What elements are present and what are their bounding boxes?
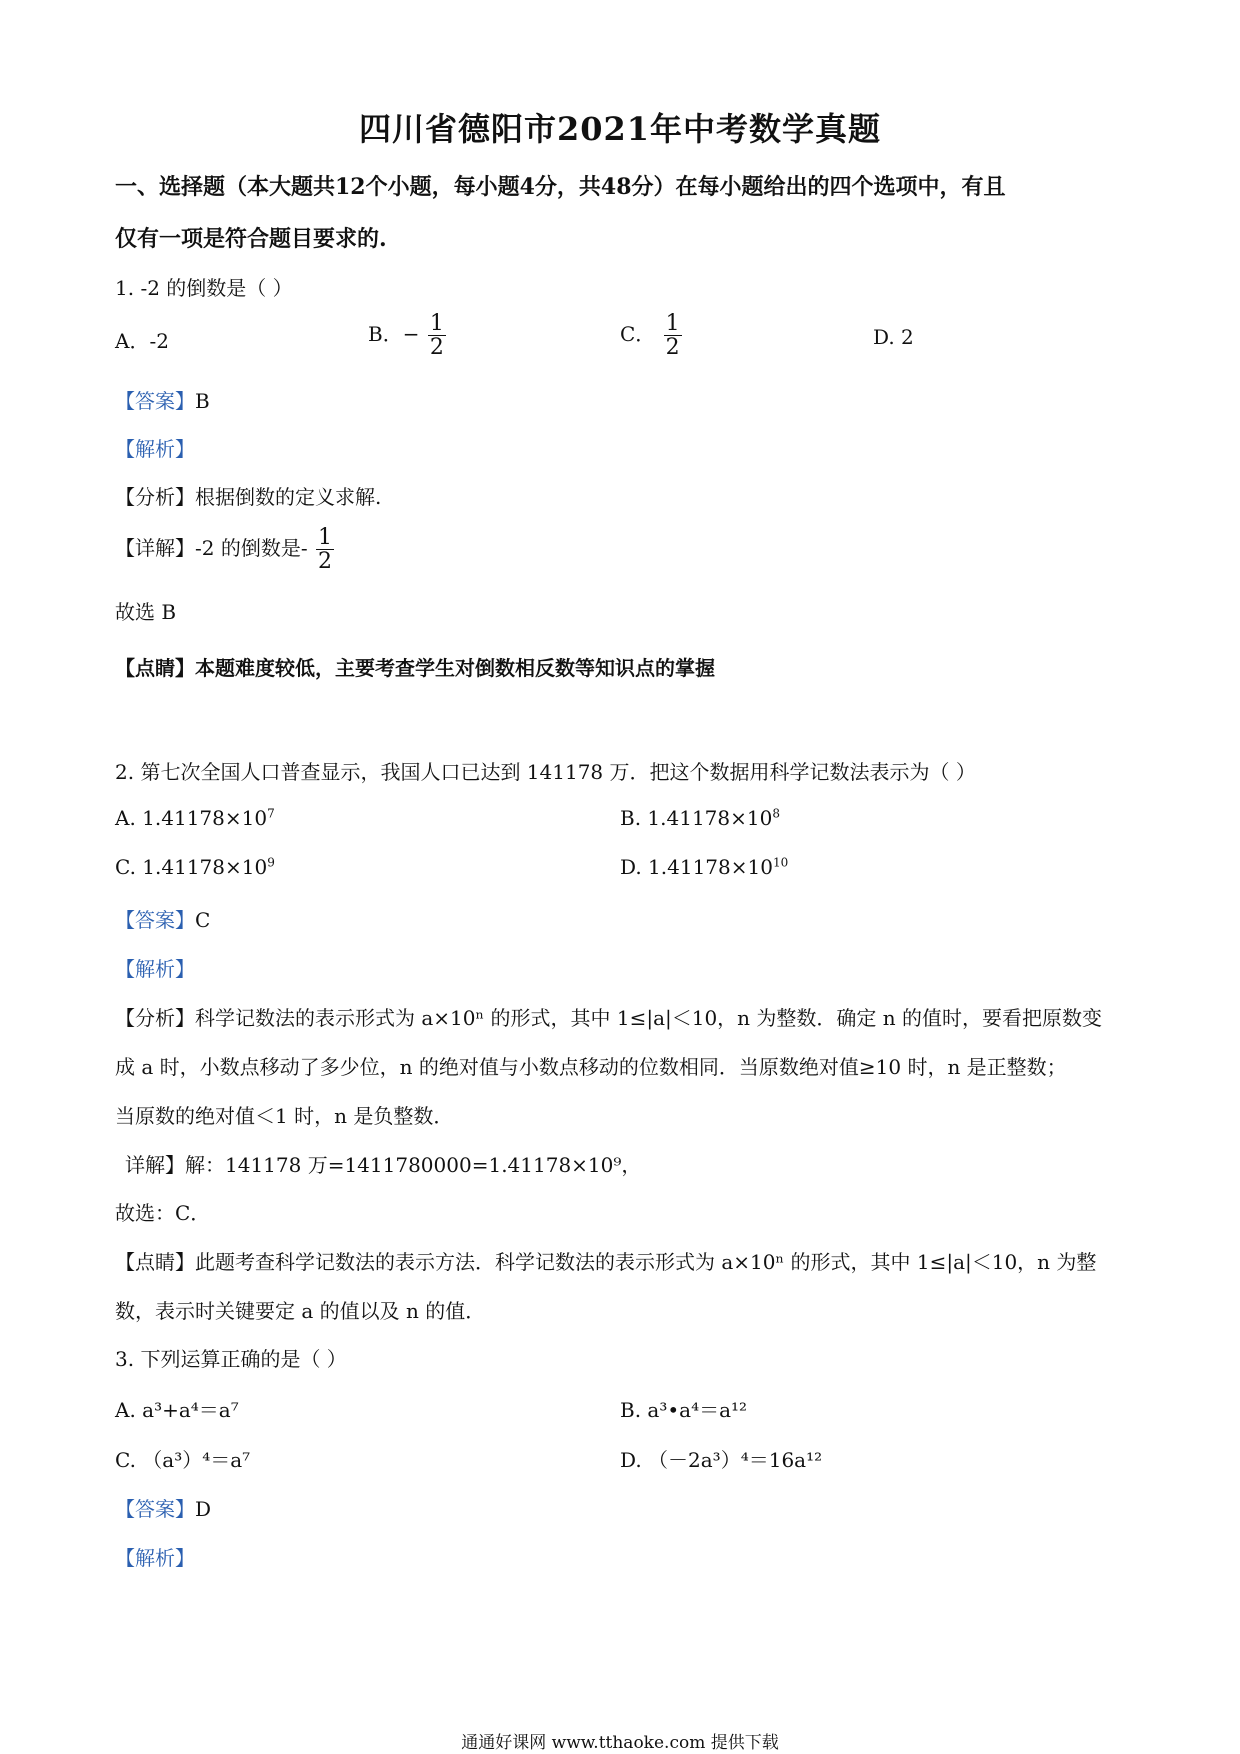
q2-dianjing-line1: 【点睛】此题考查科学记数法的表示方法．科学记数法的表示形式为 a×10ⁿ 的形式，其中 1≤|a|＜10，n 为整 [115, 1250, 1097, 1274]
q1-answer: 【答案】B [115, 389, 210, 413]
q1-detail: 【详解】-2 的倒数是- $\frac{1}{2}$ [115, 525, 332, 575]
q2-option-a: A. $1.41178\times 10^7$ [115, 806, 275, 830]
fraction: $\frac{1}{2}$ [665, 311, 680, 361]
q1-analysis-label: 【解析】 [115, 437, 195, 461]
q1-option-c: C． $\frac{1}{2}$ [620, 311, 680, 361]
q2-answer: 【答案】C [115, 908, 211, 932]
q1-dianjing: 【点睛】本题难度较低，主要考查学生对倒数相反数等知识点的掌握 [115, 656, 715, 680]
q2-detail: 详解】解：141178 万=1411780000=1.41178×10⁹， [125, 1153, 642, 1177]
q1-choose: 故选 B [115, 600, 177, 624]
q2-fenxi-line1: 【分析】科学记数法的表示形式为 a×10ⁿ 的形式，其中 1≤|a|＜10，n 为整数．确定 n 的值时，要看把原数变 [115, 1006, 1103, 1030]
q3-stem: 3. 下列运算正确的是（ ） [115, 1347, 347, 1371]
q1-fenxi: 【分析】根据倒数的定义求解. [115, 485, 382, 509]
q3-option-a: A. a³+a⁴＝a⁷ [115, 1398, 239, 1422]
q2-option-d: D. $1.41178\times 10^{10}$ [620, 855, 789, 879]
q1-stem: 1. -2 的倒数是（ ） [115, 276, 293, 300]
q3-option-d: D. （－2a³）⁴＝16a¹² [620, 1448, 823, 1472]
q2-stem: 2. 第七次全国人口普查显示，我国人口已达到 141178 万．把这个数据用科学记数法表示为（ ） [115, 760, 976, 784]
fraction: $\frac{1}{2}$ [317, 525, 332, 575]
q3-option-b: B. a³•a⁴＝a¹² [620, 1398, 748, 1422]
q1-option-d: D. 2 [873, 325, 914, 349]
page-title: 四川省德阳市2021年中考数学真题 [358, 110, 882, 148]
fraction: $\frac{1}{2}$ [429, 311, 444, 361]
q3-answer: 【答案】D [115, 1497, 212, 1521]
section-heading-line2: 仅有一项是符合题目要求的. [115, 226, 387, 252]
q2-fenxi-line3: 当原数的绝对值＜1 时，n 是负整数． [115, 1104, 454, 1128]
q2-dianjing-line2: 数，表示时关键要定 a 的值以及 n 的值． [115, 1299, 486, 1323]
section-heading-line1: 一、选择题（本大题共12个小题，每小题4分，共48分）在每小题给出的四个选项中，有且 [115, 174, 1006, 200]
q2-option-c: C. $1.41178\times 10^9$ [115, 855, 275, 879]
q2-choose: 故选：C． [115, 1201, 211, 1225]
q2-fenxi-line2: 成 a 时，小数点移动了多少位，n 的绝对值与小数点移动的位数相同．当原数绝对值≥10 时，n 是正整数； [115, 1055, 1067, 1079]
q2-analysis-label: 【解析】 [115, 957, 195, 981]
q1-option-a: A．-2 [115, 329, 169, 353]
q3-analysis-label: 【解析】 [115, 1546, 195, 1570]
q2-option-b: B. $1.41178\times 10^8$ [620, 806, 780, 830]
q1-option-b: B．− $\frac{1}{2}$ [368, 311, 444, 361]
q3-option-c: C. （a³）⁴＝a⁷ [115, 1448, 251, 1472]
page-footer: 通通好课网 www.tthaoke.com 提供下载 [461, 1733, 779, 1753]
